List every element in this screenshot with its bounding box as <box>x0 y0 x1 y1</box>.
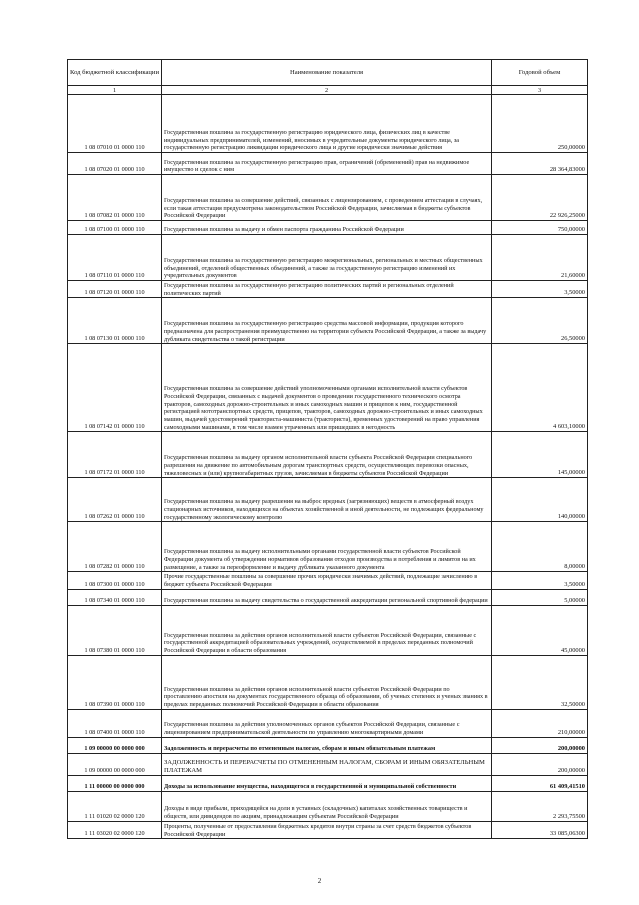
table-row <box>68 522 588 572</box>
indicator-name-cell: Государственная пошлина за действия органов исполнительной власти субъектов Российской Федерации, связанные с государственной аккредитацией образовательных учреждений, осуществляемой в пределах переданных полномочий Российской Федерации в области образования <box>162 605 492 655</box>
annual-volume-cell: 33 085,06300 <box>492 821 588 838</box>
budget-code-cell: 1 11 00000 00 0000 000 <box>68 775 162 791</box>
column-number: 1 <box>68 86 162 95</box>
table-row <box>68 175 588 221</box>
indicator-name-cell: Государственная пошлина за совершение действий, связанных с лицензированием, с проведением аттестации в случаях, если такая аттестация предусмотрена законодательством Российской Федерации, зачисляемая в бюджеты субъектов Российской Федерации <box>162 175 492 221</box>
budget-revenue-table <box>67 59 588 839</box>
table-body <box>68 95 588 839</box>
page-number: 2 <box>317 877 322 885</box>
indicator-name-cell: Государственная пошлина за выдачу разрешения на выброс вредных (загрязняющих) веществ в атмосферный воздух стационарных источников, находящихся на объектах хозяйственной и иной деятельности, не подлежащих федеральному государственному экологическому контролю <box>162 478 492 522</box>
indicator-name-cell: Государственная пошлина за выдачу свидетельства о государственной аккредитации региональной спортивной федерации <box>162 589 492 605</box>
indicator-name-cell: Доходы за использование имущества, находящегося в государственной и муниципальной собственности <box>162 775 492 791</box>
header-value: Годовой объем <box>492 60 588 86</box>
annual-volume-cell: 200,00000 <box>492 753 588 775</box>
column-number: 3 <box>492 86 588 95</box>
column-number-row <box>68 86 588 95</box>
budget-code-cell: 1 08 07380 01 0000 110 <box>68 605 162 655</box>
annual-volume-cell: 32,50000 <box>492 655 588 709</box>
indicator-name-cell: Доходы в виде прибыли, приходящейся на доли в уставных (складочных) капиталах хозяйственных товариществ и обществ, или дивидендов по акциям, принадлежащим субъектам Российской Федерации <box>162 791 492 821</box>
annual-volume-cell: 2 293,75500 <box>492 791 588 821</box>
table-row <box>68 432 588 478</box>
table-row <box>68 478 588 522</box>
indicator-name-cell: Государственная пошлина за действия уполномоченных органов субъектов Российской Федерации, связанные с лицензированием предпринимательской деятельности по управлению многоквартирными домами <box>162 709 492 737</box>
budget-code-cell: 1 08 07390 01 0000 110 <box>68 655 162 709</box>
budget-table-sheet <box>67 59 587 839</box>
budget-code-cell: 1 08 07130 01 0000 110 <box>68 298 162 344</box>
table-header-row <box>68 60 588 86</box>
indicator-name-cell: Государственная пошлина за совершение действий уполномоченными органами исполнительной власти субъектов Российской Федерации, связанных с выдачей документов о проведении государственного технического осмотра тракторов, самоходных дорожно-строительных и иных самоходных машин и прицепов к ним, государственной регистрацией мототранспортных средств, прицепов, тракторов, самоходных дорожно-строительных и иных самоходных машин, выдачей удостоверений тракториста-машиниста (тракториста), временных удостоверений на право управления самоходными машинами, в том числе взамен утраченных или пришедших в негодность <box>162 344 492 432</box>
annual-volume-cell: 45,00000 <box>492 605 588 655</box>
budget-code-cell: 1 08 07110 01 0000 110 <box>68 235 162 281</box>
annual-volume-cell: 21,60000 <box>492 235 588 281</box>
indicator-name-cell: Государственная пошлина за государственную регистрацию юридического лица, физических лиц в качестве индивидуальных предпринимателей, изменений, вносимых в учредительные документы юридического лица, за государственную регистрацию ликвидации юридического лица и другие юридически значимые действия <box>162 95 492 153</box>
table-row <box>68 95 588 153</box>
budget-code-cell: 1 11 01020 02 0000 120 <box>68 791 162 821</box>
budget-code-cell: 1 08 07020 01 0000 110 <box>68 153 162 175</box>
annual-volume-cell: 22 926,25000 <box>492 175 588 221</box>
annual-volume-cell: 4 603,10000 <box>492 344 588 432</box>
annual-volume-cell: 5,00000 <box>492 589 588 605</box>
budget-code-cell: 1 08 07100 01 0000 110 <box>68 221 162 235</box>
annual-volume-cell: 250,00000 <box>492 95 588 153</box>
column-number: 2 <box>162 86 492 95</box>
header-name: Наименование показателя <box>162 60 492 86</box>
budget-code-cell: 1 08 07400 01 0000 110 <box>68 709 162 737</box>
table-row <box>68 753 588 775</box>
annual-volume-cell: 145,00000 <box>492 432 588 478</box>
indicator-name-cell: Государственная пошлина за выдачу органом исполнительной власти субъекта Российской Федерации специального разрешения на движение по автомобильным дорогам транспортных средств, осуществляющих перевозки опасных, тяжеловесных и (или) крупногабаритных грузов, зачисляемая в бюджеты субъектов Российской Федерации <box>162 432 492 478</box>
table-row <box>68 298 588 344</box>
annual-volume-cell: 61 409,41510 <box>492 775 588 791</box>
indicator-name-cell: ЗАДОЛЖЕННОСТЬ И ПЕРЕРАСЧЕТЫ ПО ОТМЕНЕННЫМ НАЛОГАМ, СБОРАМ И ИНЫМ ОБЯЗАТЕЛЬНЫМ ПЛАТЕЖАМ <box>162 753 492 775</box>
table-row <box>68 572 588 589</box>
indicator-name-cell: Задолженность и перерасчеты по отмененным налогам, сборам и иным обязательным платежам <box>162 737 492 753</box>
budget-code-cell: 1 08 07120 01 0000 110 <box>68 281 162 298</box>
budget-code-cell: 1 08 07262 01 0000 110 <box>68 478 162 522</box>
table-row <box>68 235 588 281</box>
budget-code-cell: 1 08 07082 01 0000 110 <box>68 175 162 221</box>
indicator-name-cell: Государственная пошлина за государственную регистрацию средства массовой информации, продукция которого предназначена для распространения преимущественно на территории субъекта Российской Федерации, а также за выдачу дубликата свидетельства о такой регистрации <box>162 298 492 344</box>
table-row <box>68 221 588 235</box>
table-row <box>68 775 588 791</box>
annual-volume-cell: 3,50000 <box>492 281 588 298</box>
table-row <box>68 737 588 753</box>
table-row <box>68 821 588 838</box>
budget-code-cell: 1 08 07340 01 0000 110 <box>68 589 162 605</box>
indicator-name-cell: Государственная пошлина за выдачу исполнительными органами государственной власти субъектов Российской Федерации документа об утверждении нормативов образования отходов производства и потребления и лимитов на их размещение, а также за переоформление и выдачу дубликата указанного документа <box>162 522 492 572</box>
indicator-name-cell: Государственная пошлина за государственную регистрацию прав, ограничений (обременений) прав на недвижимое имущество и сделок с ним <box>162 153 492 175</box>
indicator-name-cell: Проценты, полученные от предоставления бюджетных кредитов внутри страны за счет средств бюджетов субъектов Российской Федерации <box>162 821 492 838</box>
budget-code-cell: 1 08 07282 01 0000 110 <box>68 522 162 572</box>
budget-code-cell: 1 08 07172 01 0000 110 <box>68 432 162 478</box>
budget-code-cell: 1 11 03020 02 0000 120 <box>68 821 162 838</box>
table-row <box>68 709 588 737</box>
budget-code-cell: 1 09 00000 00 0000 000 <box>68 753 162 775</box>
annual-volume-cell: 8,00000 <box>492 522 588 572</box>
indicator-name-cell: Прочие государственные пошлины за совершение прочих юридически значимых действий, подлежащие зачислению в бюджет субъекта Российской Федерации <box>162 572 492 589</box>
indicator-name-cell: Государственная пошлина за государственную регистрацию межрегиональных, региональных и местных общественных объединений, отделений общественных объединений, а также за государственную регистрацию изменений их учредительных документов <box>162 235 492 281</box>
table-row <box>68 281 588 298</box>
annual-volume-cell: 210,00000 <box>492 709 588 737</box>
annual-volume-cell: 750,00000 <box>492 221 588 235</box>
budget-code-cell: 1 08 07300 01 0000 110 <box>68 572 162 589</box>
annual-volume-cell: 200,00000 <box>492 737 588 753</box>
table-row <box>68 589 588 605</box>
annual-volume-cell: 140,00000 <box>492 478 588 522</box>
annual-volume-cell: 28 364,83000 <box>492 153 588 175</box>
indicator-name-cell: Государственная пошлина за государственную регистрацию политических партий и региональных отделений политических партий <box>162 281 492 298</box>
table-row <box>68 153 588 175</box>
table-row <box>68 791 588 821</box>
table-row <box>68 655 588 709</box>
indicator-name-cell: Государственная пошлина за выдачу и обмен паспорта гражданина Российской Федерации <box>162 221 492 235</box>
budget-code-cell: 1 08 07142 01 0000 110 <box>68 344 162 432</box>
annual-volume-cell: 3,50000 <box>492 572 588 589</box>
indicator-name-cell: Государственная пошлина за действия органов исполнительной власти субъектов Российской Федерации по проставлению апостиля на документах государственного образца об образовании, об ученых степенях и ученых званиях в пределах переданных полномочий Российской Федерации в области образования <box>162 655 492 709</box>
table-row <box>68 344 588 432</box>
table-row <box>68 605 588 655</box>
budget-code-cell: 1 08 07010 01 0000 110 <box>68 95 162 153</box>
header-code: Код бюджетной классификации <box>68 60 162 86</box>
annual-volume-cell: 26,50000 <box>492 298 588 344</box>
budget-code-cell: 1 09 00000 00 0000 000 <box>68 737 162 753</box>
